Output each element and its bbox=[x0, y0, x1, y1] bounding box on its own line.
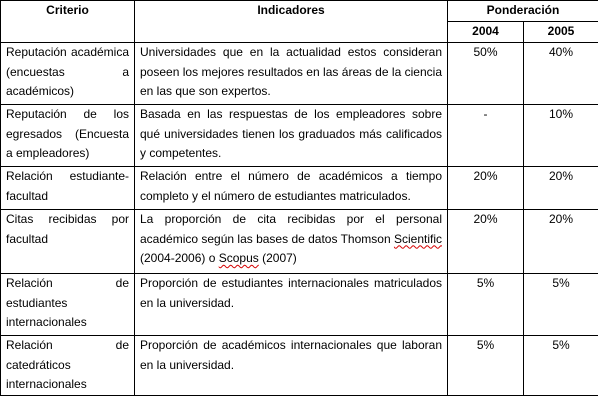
criterio-cell: Reputación académica (encuestas a académicos) bbox=[1, 43, 135, 105]
indicador-text: (2007) bbox=[258, 251, 297, 265]
table-row bbox=[1, 105, 598, 167]
weight-2004-cell: 5% bbox=[448, 274, 524, 336]
header-ponderacion: Ponderación bbox=[448, 1, 598, 22]
indicador-cell: Relación entre el número de académicos a tiempo completo y el número de estudiantes matriculados. bbox=[135, 167, 448, 210]
indicador-cell: Basada en las respuestas de los empleadores sobre qué universidades tienen los graduados más calificados y competentes. bbox=[135, 105, 448, 167]
indicador-text-underlined: Scientific bbox=[393, 231, 442, 246]
criterio-cell: Relación de catedráticos internacionales bbox=[1, 336, 135, 396]
indicador-text: (2004-2006) o bbox=[140, 251, 219, 265]
indicador-cell: Proporción de estudiantes internacionales matriculados en la universidad. bbox=[135, 274, 448, 336]
header-row bbox=[1, 1, 598, 22]
indicador-text: La proporción de cita recibidas por el personal académico según las bases de datos Thomson bbox=[140, 212, 442, 246]
weight-2004-cell: 20% bbox=[448, 167, 524, 210]
table-row bbox=[1, 336, 598, 396]
table-row bbox=[1, 167, 598, 210]
weight-2005-cell: 10% bbox=[524, 105, 598, 167]
header-year-2005: 2005 bbox=[524, 22, 598, 43]
indicador-text-underlined: Scopus bbox=[218, 251, 259, 265]
indicador-cell: Universidades que en la actualidad estos consideran poseen los mejores resultados en las áreas de la ciencia en las que son expertos. bbox=[135, 43, 448, 105]
weight-2004-cell: 20% bbox=[448, 210, 524, 274]
indicador-cell bbox=[135, 210, 448, 274]
table-row bbox=[1, 210, 598, 274]
criterio-cell: Relación estudiante-facultad bbox=[1, 167, 135, 210]
weight-2004-cell: 50% bbox=[448, 43, 524, 105]
table-row bbox=[1, 43, 598, 105]
header-criterio: Criterio bbox=[1, 1, 135, 43]
criterio-cell: Relación de estudiantes internacionales bbox=[1, 274, 135, 336]
header-indicadores: Indicadores bbox=[135, 1, 448, 43]
weight-2005-cell: 5% bbox=[524, 274, 598, 336]
weight-2005-cell: 20% bbox=[524, 210, 598, 274]
table-row bbox=[1, 274, 598, 336]
weight-2005-cell: 20% bbox=[524, 167, 598, 210]
weight-2004-cell: - bbox=[448, 105, 524, 167]
weight-2005-cell: 40% bbox=[524, 43, 598, 105]
criterio-cell: Citas recibidas por facultad bbox=[1, 210, 135, 274]
indicador-cell: Proporción de académicos internacionales que laboran en la universidad. bbox=[135, 336, 448, 396]
weight-2005-cell: 5% bbox=[524, 336, 598, 396]
criterio-cell: Reputación de los egresados (Encuesta a empleadores) bbox=[1, 105, 135, 167]
header-year-2004: 2004 bbox=[448, 22, 524, 43]
weight-2004-cell: 5% bbox=[448, 336, 524, 396]
